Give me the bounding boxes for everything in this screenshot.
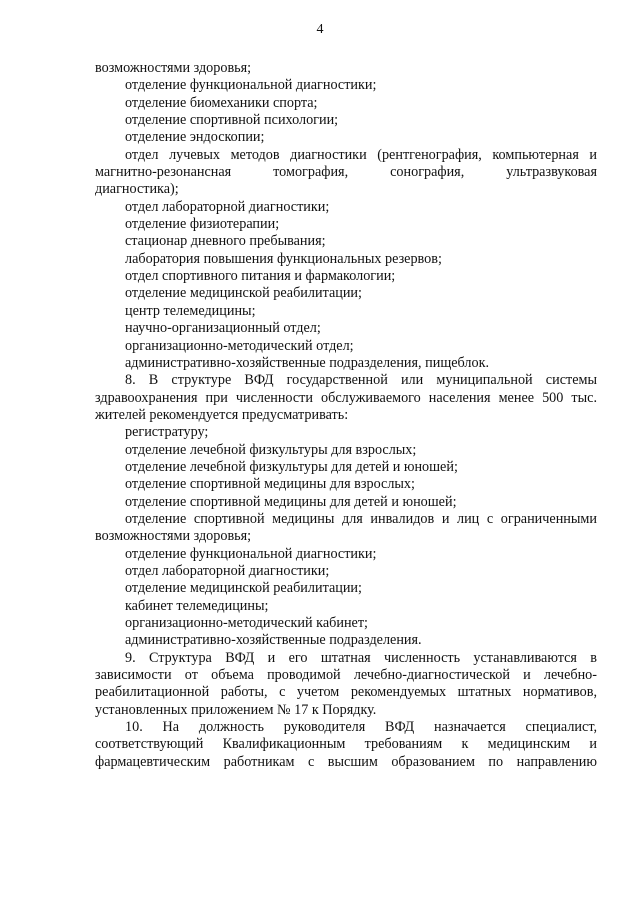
list-item-disabled-end: возможностями здоровья; — [95, 528, 252, 545]
list-item: центр телемедицины; — [125, 302, 256, 319]
list-item-radiology: отдел лучевых методов диагностики (рентгенография, компьютерная и магнитно-резонансная томография, сонография, ультразвуковая — [95, 146, 597, 181]
list-item-disabled: отделение спортивной медицины для инвалидов и лиц с ограниченными — [125, 510, 597, 527]
list-item: отделение физиотерапии; — [125, 216, 280, 233]
list-item: научно-организационный отдел; — [125, 320, 321, 337]
list-item: отдел лабораторной диагностики; — [125, 198, 330, 215]
clause-10-paragraph: 10. На должность руководителя ВФД назначается специалист, соответствующий Квалификационным требованиям к медицинским и фармацевтическим работникам с высшим образованием по направлению — [95, 719, 597, 770]
list-item: отдел спортивного питания и фармакологии; — [125, 268, 396, 285]
list-item: отделение лечебной физкультуры для детей и юношей; — [125, 458, 458, 475]
list-item: отделение спортивной медицины для взрослых; — [125, 476, 415, 493]
list-item: регистратуру; — [125, 424, 209, 441]
list-item: стационар дневного пребывания; — [125, 233, 326, 250]
clause-8-paragraph: 8. В структуре ВФД государственной или муниципальной системы здравоохранения при численности обслуживаемого населения менее 500 тыс. жителей рекомендуется предусматривать: — [95, 372, 597, 423]
list-item: административно-хозяйственные подразделения. — [125, 632, 422, 649]
list-item: отделение эндоскопии; — [125, 129, 265, 146]
list-item-radiology-end: диагностика); — [95, 181, 179, 198]
list-item: отделение медицинской реабилитации; — [125, 285, 362, 302]
list-item: отделение функциональной диагностики; — [125, 545, 377, 562]
list-item: отделение спортивной психологии; — [125, 112, 339, 129]
list-item: административно-хозяйственные подразделения, пищеблок. — [125, 354, 490, 371]
list-item: отделение функциональной диагностики; — [125, 77, 377, 94]
list-item: отделение лечебной физкультуры для взрослых; — [125, 441, 417, 458]
continuation-line: возможностями здоровья; — [95, 60, 252, 76]
list-item: отделение спортивной медицины для детей и юношей; — [125, 493, 457, 510]
page-number: 4 — [316, 22, 324, 37]
list-item: лаборатория повышения функциональных резервов; — [125, 250, 442, 267]
list-item: организационно-методический отдел; — [125, 337, 354, 354]
document-body — [95, 60, 597, 771]
list-item: отделение биомеханики спорта; — [125, 94, 318, 111]
list-item: кабинет телемедицины; — [125, 597, 269, 614]
list-item: организационно-методический кабинет; — [125, 615, 368, 631]
clause-9-paragraph: 9. Структура ВФД и его штатная численность устанавливаются в зависимости от объема проводимой лечебно-диагностической и лечебно-реабилитационной работы, с учетом рекомендуемых штатных нормативов, установленных приложением № 17 к Порядку. — [95, 649, 597, 718]
list-item: отделение медицинской реабилитации; — [125, 580, 362, 597]
list-item: отдел лабораторной диагностики; — [125, 562, 330, 579]
